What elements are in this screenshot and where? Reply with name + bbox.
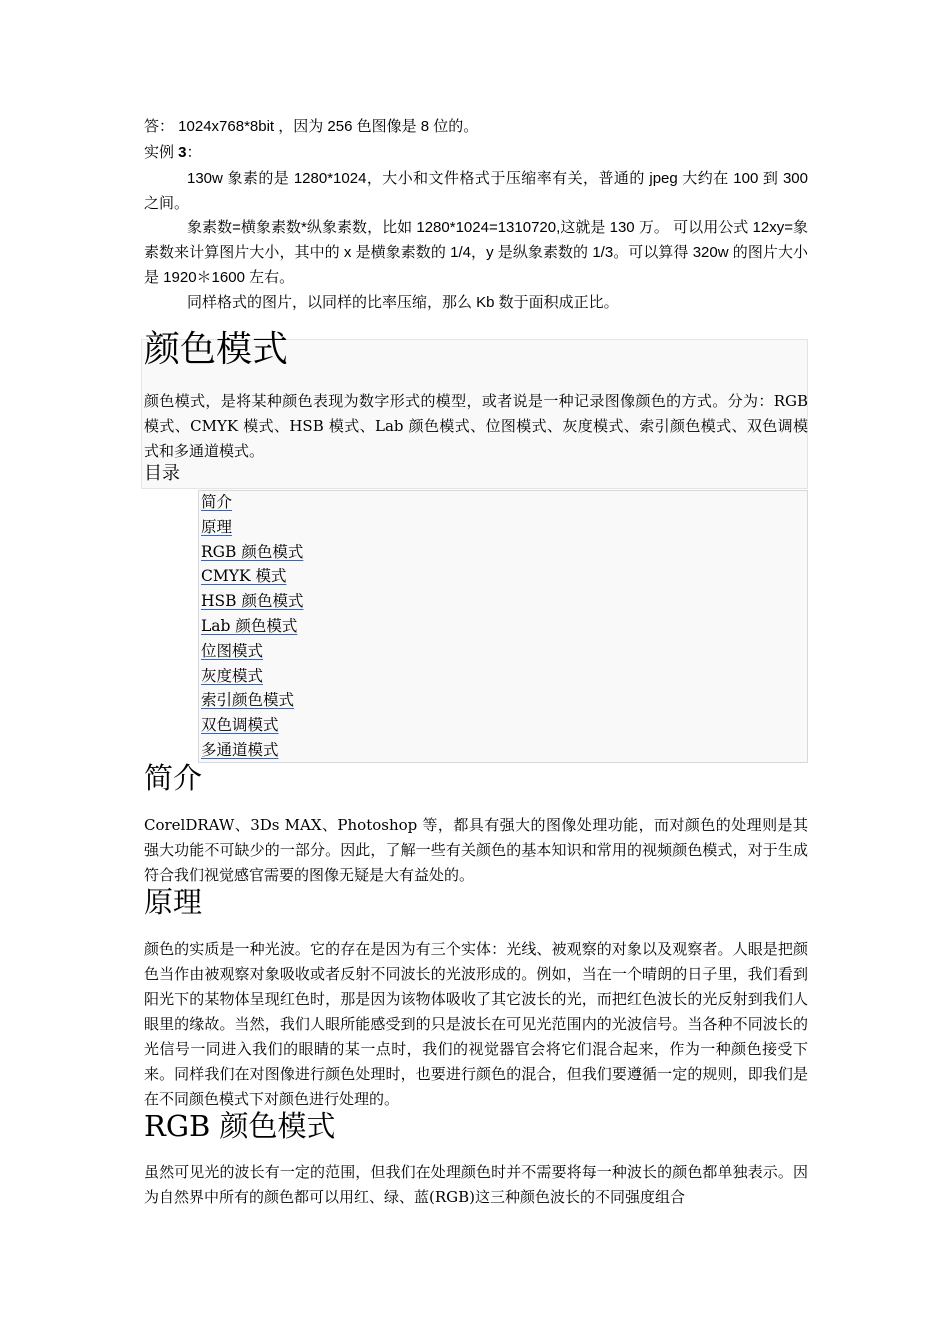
example-paragraph-2: 象素数=横象素数*纵象素数，比如 1280*1024=1310720,这就是 130 万。 可以用公式 12xy=象素数来计算图片大小，其中的 x 是横象素数的 1/4，y 是纵象素数的 1/3。可以算得 320w 的图片大小是 1920＊1600 左右。 [144, 219, 808, 286]
toc-item[interactable] [201, 639, 303, 664]
toc-link[interactable]: 灰度模式 [201, 666, 264, 685]
page-title: 颜色模式 [144, 329, 289, 370]
example-number: 3 [178, 144, 187, 161]
example-heading [144, 144, 202, 162]
toc-link[interactable]: 双色调模式 [201, 716, 279, 735]
toc-item[interactable] [201, 738, 303, 763]
section-title-intro: 简介 [144, 761, 203, 795]
toc-item[interactable] [201, 664, 303, 689]
toc-list [201, 490, 303, 763]
toc-item[interactable] [201, 589, 303, 614]
toc-item[interactable] [201, 614, 303, 639]
section-title-rgb: RGB 颜色模式 [144, 1109, 336, 1143]
toc-link[interactable]: 原理 [201, 517, 233, 536]
section-text-principle: 颜色的实质是一种光波。它的存在是因为有三个实体：光线、被观察的对象以及观察者。人眼是把颜色当作由被观察对象吸收或者反射不同波长的光波形成的。例如，当在一个晴朗的日子里，我们看到阳光下的某物体呈现红色时，那是因为该物体吸收了其它波长的光，而把红色波长的光反射到我们人眼里的缘故。当然，我们人眼所能感受到的只是波长在可见光范围内的光波信号。当各种不同波长的光信号一同进入我们的眼睛的某一点时，我们的视觉器官会将它们混合起来，作为一种颜色接受下来。同样我们在对图像进行颜色处理时，也要进行颜色的混合，但我们要遵循一定的规则，即我们是在不同颜色模式下对颜色进行处理的。 [144, 940, 808, 1108]
example-colon: ： [186, 144, 202, 161]
toc-title: 目录 [144, 463, 180, 484]
toc-item[interactable] [201, 564, 303, 589]
toc-item[interactable] [201, 688, 303, 713]
section-text-rgb: 虽然可见光的波长有一定的范围，但我们在处理颜色时并不需要将每一种波长的颜色都单独表示。因为自然界中所有的颜色都可以用红、绿、蓝(RGB)这三种颜色波长的不同强度组合 [144, 1163, 808, 1206]
toc-link[interactable]: 索引颜色模式 [201, 691, 295, 710]
toc-link[interactable]: 简介 [201, 493, 233, 511]
section-title-principle: 原理 [144, 885, 203, 919]
answer-line: 答： 1024x768*8bit ，因为 256 色图像是 8 位的。 [144, 118, 479, 135]
section-text-intro: CorelDRAW、3Ds MAX、Photoshop 等，都具有强大的图像处理功能，而对颜色的处理则是其强大功能不可缺少的一部分。因此，了解一些有关颜色的基本知识和常用的视频颜色模式，对于生成符合我们视觉感官需要的图像无疑是大有益处的。 [144, 816, 808, 884]
example-paragraph-3: 同样格式的图片，以同样的比率压缩，那么 Kb 数于面积成正比。 [187, 294, 619, 311]
toc-item[interactable] [201, 540, 303, 565]
example-paragraph-1: 130w 象素的是 1280*1024，大小和文件格式于压缩率有关，普通的 jpeg 大约在 100 到 300 之间。 [144, 170, 808, 212]
toc-item[interactable] [201, 490, 303, 515]
example-label: 实例 [144, 144, 179, 161]
toc-item[interactable] [201, 713, 303, 738]
toc-link[interactable]: 位图模式 [201, 641, 264, 660]
toc-link[interactable]: RGB 颜色模式 [201, 542, 304, 561]
toc-item[interactable] [201, 515, 303, 540]
summary-text: 颜色模式，是将某种颜色表现为数字形式的模型，或者说是一种记录图像颜色的方式。分为：RGB 模式、CMYK 模式、HSB 模式、Lab 颜色模式、位图模式、灰度模式、索引颜色模式、双色调模式和多通道模式。 [144, 392, 808, 460]
toc-link[interactable]: CMYK 模式 [201, 567, 287, 586]
toc-link[interactable]: HSB 颜色模式 [201, 592, 304, 611]
toc-link[interactable]: 多通道模式 [201, 740, 279, 759]
toc-link[interactable]: Lab 颜色模式 [201, 616, 298, 635]
